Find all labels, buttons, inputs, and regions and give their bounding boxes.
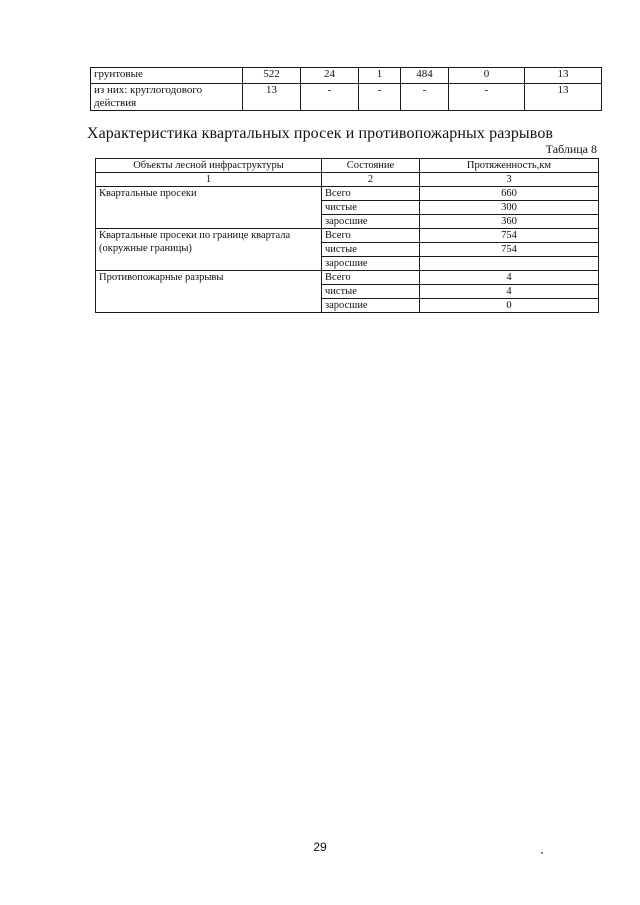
- cell: 522: [243, 68, 301, 84]
- cell: 1: [359, 68, 401, 84]
- object-name: Противопожарные разрывы: [96, 271, 322, 313]
- state-cell: Всего: [322, 229, 420, 243]
- state-cell: Всего: [322, 187, 420, 201]
- table-row: [91, 84, 602, 111]
- cell: 24: [301, 68, 359, 84]
- state-cell: чистые: [322, 285, 420, 299]
- length-cell: 4: [420, 285, 599, 299]
- table-number: Таблица 8: [545, 142, 597, 156]
- state-cell: заросшие: [322, 215, 420, 229]
- cell: -: [449, 84, 525, 111]
- column-number-row: [96, 173, 599, 187]
- state-cell: заросшие: [322, 257, 420, 271]
- cell: 13: [525, 84, 602, 111]
- state-cell: заросшие: [322, 299, 420, 313]
- object-name: Квартальные просеки по границе квартала (окружные границы): [96, 229, 322, 271]
- table-row: [91, 68, 602, 84]
- column-number: 3: [420, 173, 599, 187]
- length-cell: 0: [420, 299, 599, 313]
- section-title: Характеристика квартальных просек и противопожарных разрывов: [86, 125, 554, 142]
- length-cell: 660: [420, 187, 599, 201]
- state-cell: Всего: [322, 271, 420, 285]
- column-number: 1: [96, 173, 322, 187]
- cell: -: [401, 84, 449, 111]
- column-number: 2: [322, 173, 420, 187]
- row-label: грунтовые: [91, 68, 243, 84]
- length-cell: [420, 257, 599, 271]
- object-name: Квартальные просеки: [96, 187, 322, 229]
- length-cell: 300: [420, 201, 599, 215]
- roads-table: [90, 67, 602, 111]
- state-cell: чистые: [322, 243, 420, 257]
- length-cell: 754: [420, 243, 599, 257]
- column-header: Состояние: [322, 159, 420, 173]
- column-header: Протяженность,км: [420, 159, 599, 173]
- cell: -: [359, 84, 401, 111]
- table-header-row: [96, 159, 599, 173]
- length-cell: 754: [420, 229, 599, 243]
- cell: 13: [243, 84, 301, 111]
- table-row: [96, 187, 599, 201]
- row-label: из них: круглогодового действия: [91, 84, 243, 111]
- cell: 13: [525, 68, 602, 84]
- scan-speck: [541, 852, 543, 854]
- length-cell: 360: [420, 215, 599, 229]
- length-cell: 4: [420, 271, 599, 285]
- cell: 0: [449, 68, 525, 84]
- cell: -: [301, 84, 359, 111]
- table-row: [96, 271, 599, 285]
- page-number: 29: [313, 840, 327, 854]
- column-header: Объекты лесной инфраструктуры: [96, 159, 322, 173]
- infrastructure-table: [95, 158, 599, 313]
- table-row: [96, 229, 599, 243]
- state-cell: чистые: [322, 201, 420, 215]
- cell: 484: [401, 68, 449, 84]
